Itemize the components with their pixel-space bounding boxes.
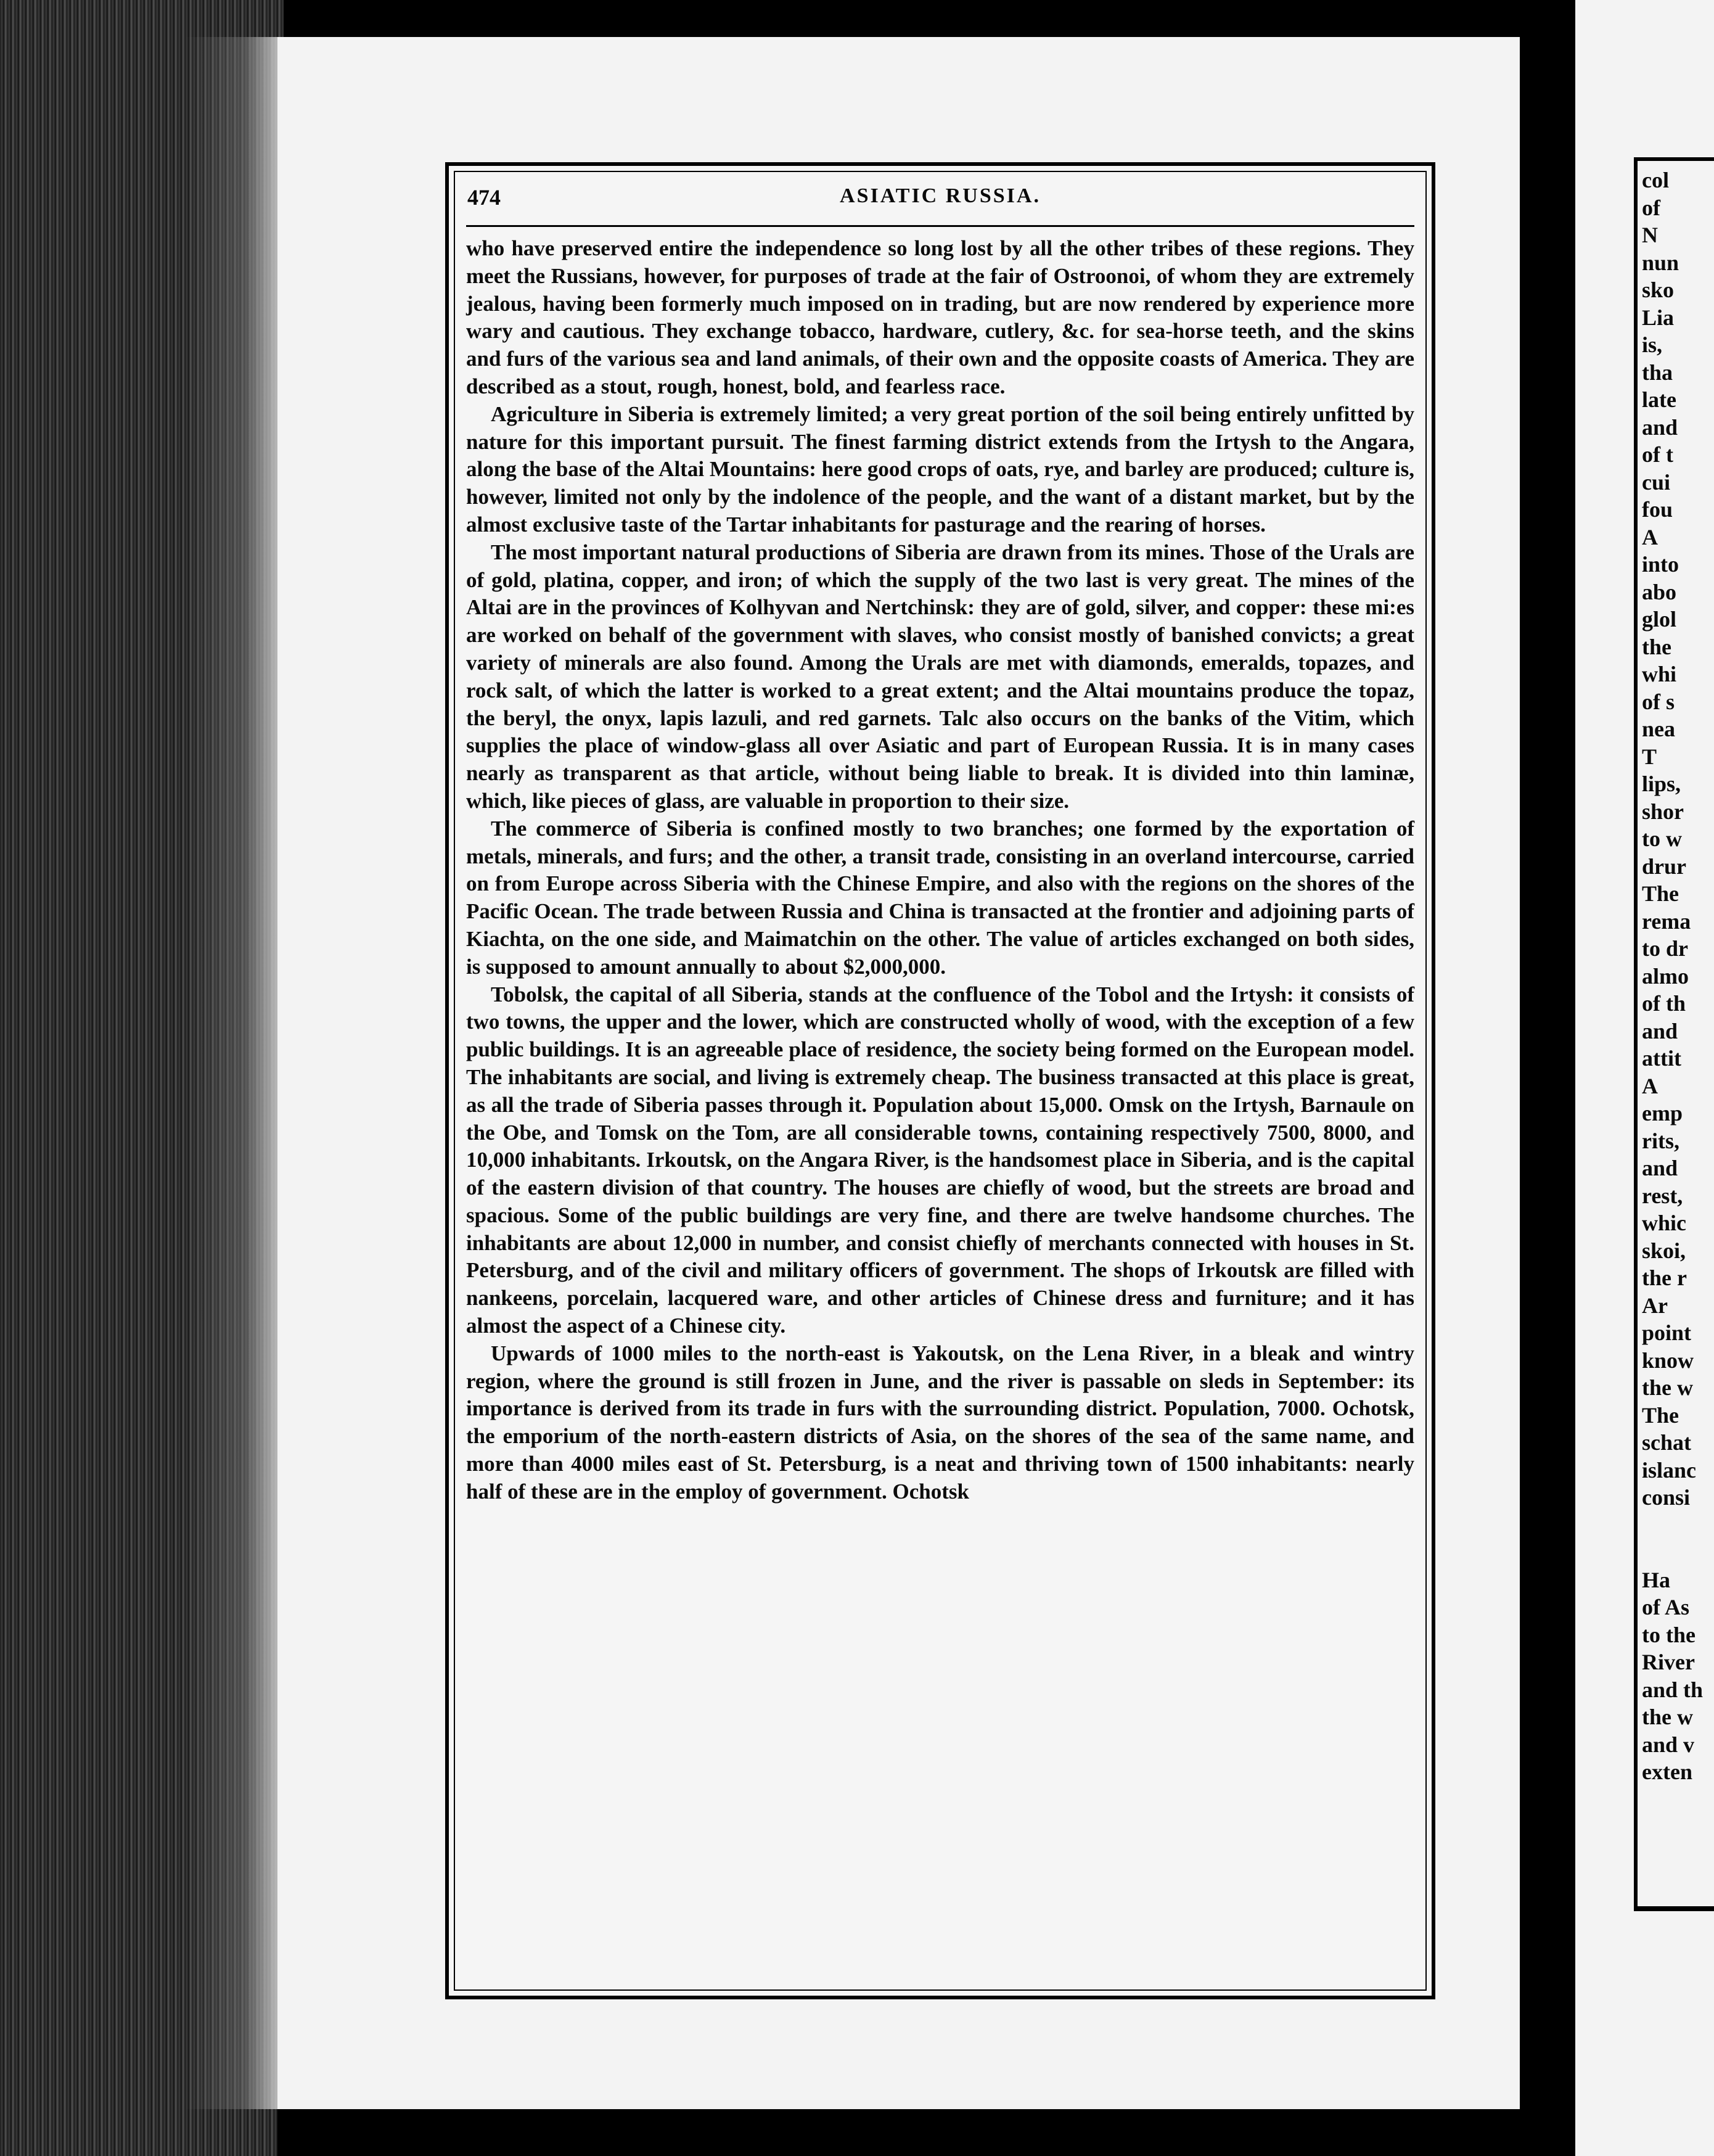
adjacent-line-fragment: Ha — [1642, 1567, 1671, 1592]
page-header — [467, 184, 1413, 215]
adjacent-line-fragment: the w — [1642, 1375, 1693, 1400]
adjacent-line-fragment — [1642, 1512, 1714, 1539]
adjacent-line-fragment: drur — [1642, 854, 1686, 879]
adjacent-line-fragment: The — [1642, 1402, 1679, 1428]
adjacent-line-fragment: tha — [1642, 360, 1673, 385]
page-curve-shadow — [185, 37, 284, 2109]
adjacent-line-fragment: to w — [1642, 826, 1682, 851]
adjacent-line-fragment: A — [1642, 1073, 1658, 1098]
adjacent-line-fragment: schat — [1642, 1430, 1691, 1455]
paragraph: Agriculture in Siberia is extremely limited; a very great portion of the soil being entirely unfitted by nature for this important pursuit. The finest farming district extends from the Irtysh to the Angara, along the base of the Altai Mountains: here good crops of oats, rye, and barley are produced; culture is, however, limited not only by the indolence of the people, and the want of a distant market, but by the almost exclusive taste of the Tartar inhabitants for pasturage and the rearing of horses. — [466, 401, 1414, 537]
adjacent-line-fragment: cui — [1642, 469, 1671, 495]
adjacent-line-fragment: attit — [1642, 1046, 1681, 1071]
adjacent-line-fragment: abo — [1642, 579, 1677, 604]
book-gutter — [1520, 0, 1575, 2156]
adjacent-line-fragment: consi — [1642, 1485, 1691, 1510]
adjacent-line-fragment: point — [1642, 1320, 1692, 1345]
adjacent-line-fragment: whi — [1642, 662, 1677, 686]
adjacent-line-fragment: know — [1642, 1348, 1694, 1373]
adjacent-line-fragment: islanc — [1642, 1457, 1697, 1483]
page-number: 474 — [467, 185, 501, 210]
adjacent-line-fragment: late — [1642, 387, 1676, 412]
adjacent-line-fragment: rest, — [1642, 1183, 1683, 1208]
adjacent-line-fragment: of s — [1642, 689, 1675, 714]
adjacent-line-fragment: Ar — [1642, 1293, 1668, 1318]
adjacent-line-fragment: nun — [1642, 250, 1679, 275]
adjacent-line-fragment: rema — [1642, 908, 1691, 934]
adjacent-line-fragment: and — [1642, 1156, 1678, 1180]
adjacent-page-text — [1642, 167, 1714, 1786]
adjacent-line-fragment: the — [1642, 634, 1671, 659]
paragraph: who have preserved entire the independence so long lost by all the other tribes of these regions. They meet the Russians, however, for purposes of trade at the fair of Ostroonoi, of whom they are extremely jealous, having been formerly much imposed on in trading, but are now rendered by experience more wary and cautious. They exchange tobacco, hardware, cutlery, &c. for sea-horse teeth, and the skins and furs of the various sea and land animals, of their own and the opposite coasts of America. They are described as a stout, rough, honest, bold, and fearless race. — [466, 236, 1414, 398]
adjacent-line-fragment: fou — [1642, 497, 1673, 522]
adjacent-line-fragment: to the — [1642, 1622, 1696, 1647]
adjacent-line-fragment: nea — [1642, 717, 1675, 741]
adjacent-line-fragment: shor — [1642, 799, 1684, 824]
adjacent-line-fragment: and v — [1642, 1732, 1695, 1757]
adjacent-line-fragment: is, — [1642, 332, 1663, 357]
adjacent-line-fragment: almo — [1642, 963, 1689, 989]
adjacent-line-fragment: sko — [1642, 278, 1675, 302]
adjacent-line-fragment: N — [1642, 223, 1658, 247]
adjacent-line-fragment: emp — [1642, 1101, 1683, 1125]
adjacent-line-fragment: to dr — [1642, 936, 1688, 961]
adjacent-line-fragment: The — [1642, 881, 1679, 906]
header-rule — [466, 225, 1414, 227]
adjacent-line-fragment: and — [1642, 414, 1678, 440]
adjacent-page — [1575, 0, 1714, 2156]
adjacent-line-fragment: A — [1642, 524, 1658, 549]
adjacent-line-fragment: whic — [1642, 1211, 1686, 1235]
adjacent-line-fragment — [1642, 1539, 1714, 1566]
adjacent-line-fragment: col — [1642, 168, 1669, 192]
page-frame — [445, 162, 1435, 1999]
running-title: ASIATIC RUSSIA. — [840, 184, 1041, 207]
adjacent-line-fragment: T — [1642, 744, 1657, 769]
adjacent-line-fragment: skoi, — [1642, 1238, 1686, 1263]
adjacent-line-fragment: into — [1642, 552, 1679, 577]
adjacent-line-fragment: River — [1642, 1650, 1695, 1674]
adjacent-line-fragment: lips, — [1642, 771, 1681, 796]
paragraph: Upwards of 1000 miles to the north-east is Yakoutsk, on the Lena River, in a bleak and wintry region, where the ground is still frozen in June, and the river is passable on sleds in September: its importance is derived from its trade in furs with the surrounding district. Population, 7000. Ochotsk, the emporium of the north-eastern districts of Asia, on the shores of the sea of the same name, and more than 4000 miles east of St. Petersburg, is a neat and thriving town of 1500 inhabitants: nearly half of these are in the employ of government. Ochotsk — [466, 1341, 1414, 1504]
bottom-shadow — [277, 2109, 1520, 2156]
adjacent-line-fragment: Lia — [1642, 305, 1675, 330]
adjacent-line-fragment: and th — [1642, 1677, 1704, 1702]
adjacent-line-fragment: exten — [1642, 1759, 1692, 1784]
paragraph: The most important natural productions of Siberia are drawn from its mines. Those of the Urals are of gold, platina, copper, and iron; of which the supply of the two last is very great. The mines of the Altai are in the provinces of Kolhyvan and Nertchinsk: they are of gold, silver, and copper: these mi:es are worked on behalf of the government with slaves, who consist mostly of banished convicts; a great variety of minerals are also found. Among the Urals are met with diamonds, emeralds, topazes, and rock salt, of which the latter is worked to a great extent; and the Altai mountains produce the topaz, the beryl, the onyx, lapis lazuli, and red garnets. Talc also occurs on the banks of the Vitim, which supplies the place of window-glass all over Asiatic and part of European Russia. It is in many cases nearly as transparent as that article, without being liable to break. It is divided into thin laminæ, which, like pieces of glass, are valuable in proportion to their size. — [466, 540, 1414, 813]
paragraph: The commerce of Siberia is confined mostly to two branches; one formed by the exportation of metals, minerals, and furs; and the other, a transit trade, consisting in an overland intercourse, carried on from Europe across Siberia with the Chinese Empire, and also with the regions on the shores of the Pacific Ocean. The trade between Russia and China is transacted at the frontier and adjoining parts of Kiachta, on the one side, and Maimatchin on the other. The value of articles exchanged on both sides, is supposed to amount annually to about $2,000,000. — [466, 816, 1414, 979]
adjacent-line-fragment: and — [1642, 1018, 1678, 1043]
adjacent-line-fragment: the w — [1642, 1705, 1693, 1729]
paragraph: Tobolsk, the capital of all Siberia, stands at the confluence of the Tobol and the Irtysh: it consists of two towns, the upper and the lower, which are constructed wholly of wood, with the exception of a few public buildings. It is an agreeable place of residence, the society being formed on the European model. The inhabitants are social, and living is extremely cheap. The business transacted at this place is great, as all the trade of Siberia passes through it. Population about 15,000. Omsk on the Irtysh, Barnaule on the Obe, and Tomsk on the Tom, are all considerable towns, containing respectively 7500, 8000, and 10,000 inhabitants. Irkoutsk, on the Angara River, is the handsomest place in Siberia, and is the capital of the eastern division of that country. The houses are chiefly of wood, but the streets are broad and spacious. Some of the public buildings are very fine, and there are twelve handsome churches. The inhabitants are about 12,000 in number, and consist chiefly of merchants connected with houses in St. Petersburg, and of the civil and military officers of government. The shops of Irkoutsk are filled with nankeens, porcelain, lacquered ware, and other articles of Chinese dress and furniture; and it has almost the aspect of a Chinese city. — [466, 982, 1414, 1338]
adjacent-line-fragment: of — [1642, 195, 1660, 220]
adjacent-line-fragment: the r — [1642, 1265, 1687, 1290]
adjacent-line-fragment: glol — [1642, 607, 1677, 632]
adjacent-line-fragment: of th — [1642, 991, 1686, 1016]
adjacent-line-fragment: of As — [1642, 1595, 1690, 1619]
adjacent-line-fragment: of t — [1642, 442, 1673, 467]
body-text — [466, 235, 1414, 1506]
adjacent-line-fragment: rits, — [1642, 1128, 1679, 1153]
